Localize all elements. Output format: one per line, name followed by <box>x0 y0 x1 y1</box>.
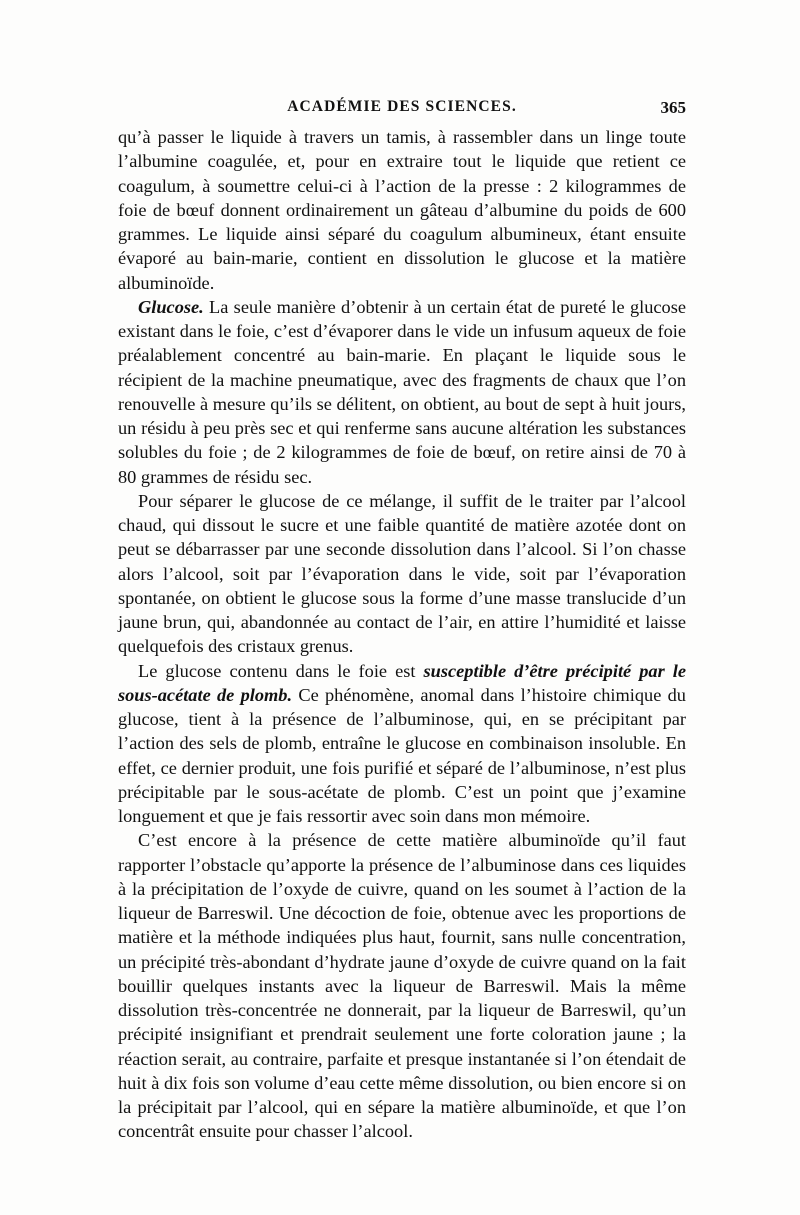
paragraph-1: qu’à passer le liquide à travers un tamis, à rassembler dans un linge toute l’albumine coagulée, et, pour en extraire tout le liquide que retient ce coagulum, à soumettre celui-ci à l’action de la presse : 2 kilogrammes de foie de bœuf donnent ordinairement un gâteau d’albumine du poids de 600 grammes. Le liquide ainsi séparé du coagulum albumineux, étant ensuite évaporé au bain-marie, contient en dissolution le glucose et la matière albuminoïde. <box>118 127 686 293</box>
page-number: 365 <box>660 98 686 117</box>
paragraph-2-text: La seule manière d’obtenir à un certain état de pureté le glucose existant dans le foie, c’est d’évaporer dans le vide un infusum aqueux de foie préalablement concentré au bain-marie. En plaçant le liquide sous le récipient de la machine pneumatique, avec des fragments de chaux que l’on renouvelle à mesure qu’ils se délitent, on obtient, au bout de sept à huit jours, un résidu à peu près sec et qui renferme sans aucune altération les substances solubles du foie ; de 2 kilogrammes de foie de bœuf, on retire ainsi de 70 à 80 grammes de résidu sec. <box>118 296 687 487</box>
paragraph-4 <box>118 659 686 829</box>
paragraph-5: C’est encore à la présence de cette matière albuminoïde qu’il faut rapporter l’obstacle qu’apporte la présence de l’albuminose dans ces liquides à la précipitation de l’oxyde de cuivre, quand on les soumet à l’action de la liqueur de Barreswil. Une décoction de foie, obtenue avec les proportions de matière et la méthode indiquées plus haut, fournit, sans nulle concentration, un précipité très-abondant d’hydrate jaune d’oxyde de cuivre quand on la fait bouillir quelques instants avec la liqueur de Barreswil. Mais la même dissolution très-concentrée ne donnerait, par la liqueur de Barreswil, qu’un précipité insignifiant et prendrait seulement une forte coloration jaune ; la réaction serait, au contraire, parfaite et presque instantanée si l’on étendait de huit à dix fois son volume d’eau cette même dissolution, ou bien encore si on la précipitait par l’alcool, qui en sépare la matière albuminoïde, et que l’on concentrât ensuite pour chasser l’alcool. <box>118 830 686 1142</box>
paragraph-3: Pour séparer le glucose de ce mélange, il suffit de le traiter par l’alcool chaud, qui dissout le sucre et une faible quantité de matière azotée dont on peut se débarrasser par une seconde dissolution dans l’alcool. Si l’on chasse alors l’alcool, soit par l’évaporation dans le vide, soit par l’évaporation spontanée, on obtient le glucose sous la forme d’une masse translucide d’un jaune brun, qui, abandonnée au contact de l’air, en attire l’humidité et laisse quelquefois des cristaux grenus. <box>118 490 686 657</box>
paragraph-2 <box>118 295 686 489</box>
body-text <box>118 125 686 1144</box>
paragraph-4-emphasis: susceptible d’être précipité par le sous-acétate de plomb. <box>118 660 686 705</box>
running-header <box>118 98 686 124</box>
paragraph-4-after: Ce phénomène, anomal dans l’histoire chimique du glucose, tient à la présence de l’albuminose, qui, en se précipitant par l’action des sels de plomb, entraîne le glucose en combinaison insoluble. En effet, ce dernier produit, une fois purifié et séparé de l’albuminose, n’est plus précipitable par le sous-acétate de plomb. C’est un point que j’examine longuement et que je fais ressortir avec soin dans mon mémoire. <box>118 684 686 826</box>
runin-heading-glucose: Glucose. <box>138 296 204 317</box>
header-title: ACADÉMIE DES SCIENCES. <box>287 98 517 115</box>
paragraph-4-before: Le glucose contenu dans le foie est <box>138 660 424 681</box>
